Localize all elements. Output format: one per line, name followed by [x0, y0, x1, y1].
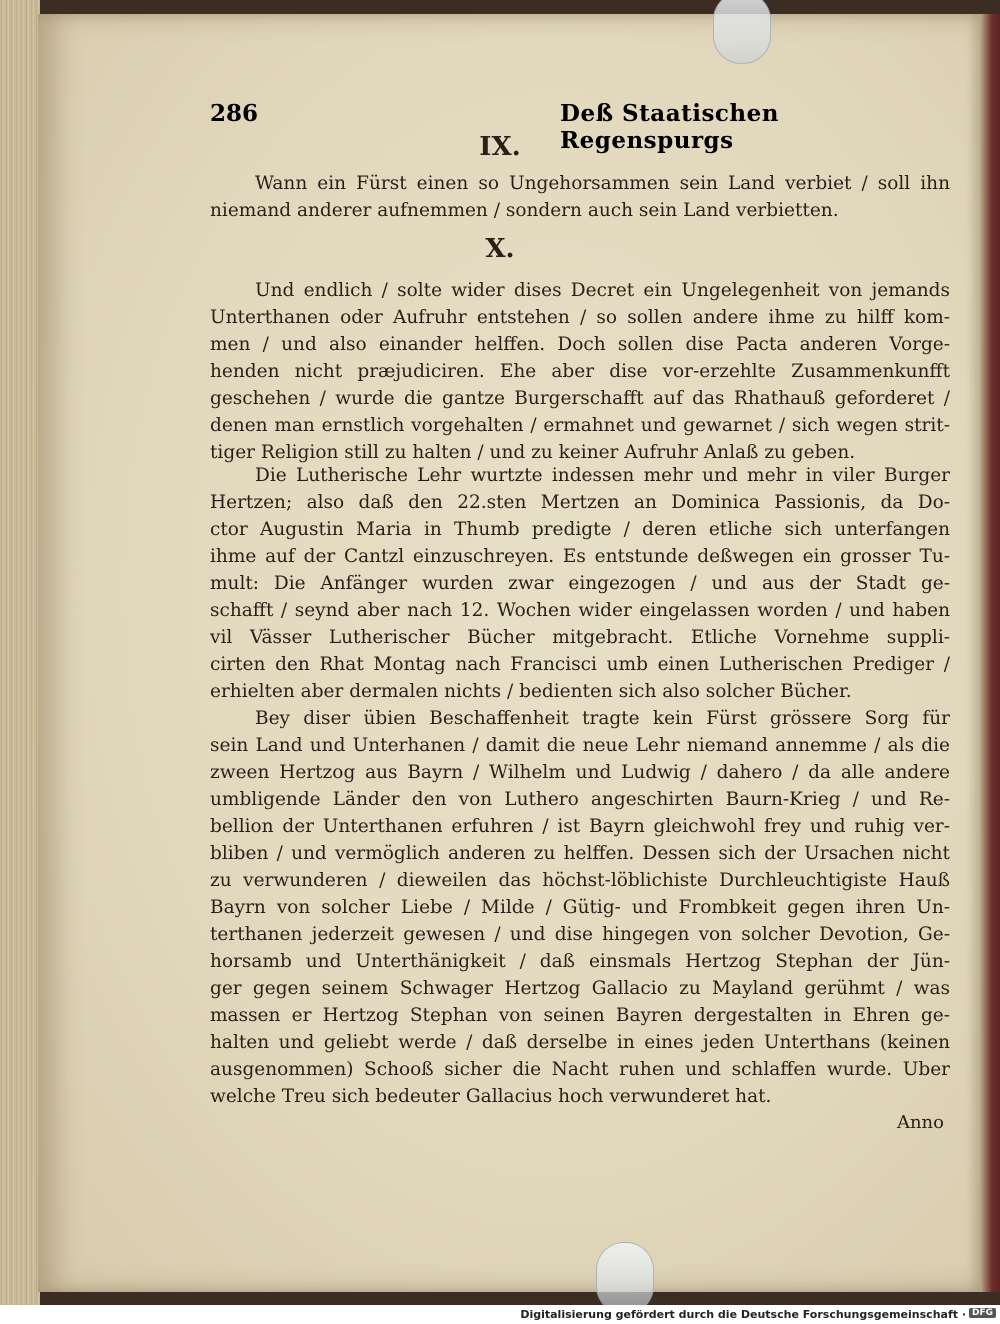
text-line: massen er Hertzog Stephan von seinen Bayren dergestalten in Ehren ge-: [210, 1005, 950, 1026]
text-line: Die Lutherische Lehr wurtzte indessen mehr und mehr in viler Burger: [255, 465, 950, 486]
text-line: halten und geliebt werde / daß derselbe in eines jeden Unterthans (keinen: [210, 1032, 950, 1053]
text-line: terthanen jederzeit gewesen / und dise hingegen von solcher Devotion, Ge-: [210, 924, 950, 945]
text-line: ihme auf der Cantzl einzuschreyen. Es entstunde deßwegen ein grosser Tu-: [210, 546, 950, 567]
page-number: 286: [210, 100, 259, 127]
text-line: ger gegen seinem Schwager Hertzog Gallacio zu Mayland gerühmt / was: [210, 978, 950, 999]
text-line: cirten den Rhat Montag nach Francisci umb einen Lutherischen Prediger /: [210, 654, 950, 675]
text-line: welche Treu sich bedeuter Gallacius hoch verwunderet hat.: [210, 1086, 772, 1107]
text-line: zu verwunderen / dieweilen das höchst-löblichiste Durchleuchtigiste Hauß: [210, 870, 950, 891]
text-line: Wann ein Fürst einen so Ungehorsammen sein Land verbiet / soll ihn: [255, 173, 950, 194]
text-line: bliben / und vermöglich anderen zu helffen. Dessen sich der Ursachen nicht: [210, 843, 950, 864]
footer-credit: Digitalisierung gefördert durch die Deutsche Forschungsgemeinschaft ·: [520, 1308, 966, 1321]
text-line: bellion der Unterthanen erfuhren / ist Bayrn gleichwohl frey und ruhig ver-: [210, 816, 950, 837]
text-line: denen man ernstlich vorgehalten / ermahnet und gewarnet / sich wegen strit-: [210, 415, 950, 436]
text-line: umbligende Länder den von Luthero angeschirten Baurn-Krieg / und Re-: [210, 789, 950, 810]
text-line: Bayrn von solcher Liebe / Milde / Gütig- und Frombkeit gegen ihren Un-: [210, 897, 950, 918]
page-clip-bottom: [596, 1242, 654, 1314]
text-line: tiger Religion still zu halten / und zu keiner Aufruhr Anlaß zu geben.: [210, 442, 856, 463]
text-line: henden nicht præjudiciren. Ehe aber dise vor-erzehlte Zusammenkunfft: [210, 361, 950, 382]
text-line: geschehen / wurde die gantze Burgerschafft auf das Rhathauß geforderet /: [210, 388, 950, 409]
section-heading-x: X.: [485, 234, 515, 264]
text-line: ausgenommen) Schooß sicher die Nacht ruhen und schlaffen wurde. Uber: [210, 1059, 950, 1080]
text-line: Hertzen; also daß den 22.sten Mertzen an Dominica Passionis, da Do-: [210, 492, 950, 513]
page-clip-top: [713, 0, 771, 64]
text-line: mult: Die Anfänger wurden zwar eingezogen / und aus der Stadt ge-: [210, 573, 950, 594]
page-edge: [980, 14, 1000, 1292]
text-line: men / und also einander helffen. Doch sollen dise Pacta anderen Vorge-: [210, 334, 950, 355]
text-line: vil Vässer Lutherischer Bücher mitgebracht. Etliche Vornehme suppli-: [210, 627, 950, 648]
book-binding: [0, 0, 40, 1305]
text-line: ctor Augustin Maria in Thumb predigte / deren etliche sich unterfangen: [210, 519, 950, 540]
text-line: erhielten aber dermalen nichts / bedienten sich also solcher Bücher.: [210, 681, 852, 702]
catchword: Anno: [896, 1112, 944, 1133]
section-heading-ix: IX.: [479, 132, 521, 162]
running-title: Deß Staatischen Regenspurgs: [560, 100, 779, 154]
text-line: schafft / seynd aber nach 12. Wochen wider eingelassen worden / und haben: [210, 600, 950, 621]
dfg-logo-icon: DFG: [969, 1308, 996, 1318]
text-line: zween Hertzog aus Bayrn / Wilhelm und Ludwig / dahero / da alle andere: [210, 762, 950, 783]
text-line: niemand anderer aufnemmen / sondern auch sein Land verbietten.: [210, 200, 839, 221]
text-line: horsamb und Unterthänigkeit / daß einsmals Hertzog Stephan der Jün-: [210, 951, 950, 972]
text-line: Unterthanen oder Aufruhr entstehen / so sollen andere ihme zu hilff kom-: [210, 307, 950, 328]
text-line: Bey diser übien Beschaffenheit tragte kein Fürst grössere Sorg für: [255, 708, 950, 729]
text-line: Und endlich / solte wider dises Decret ein Ungelegenheit von jemands: [255, 280, 950, 301]
text-line: sein Land und Unterhanen / damit die neue Lehr niemand annemme / als die: [210, 735, 950, 756]
